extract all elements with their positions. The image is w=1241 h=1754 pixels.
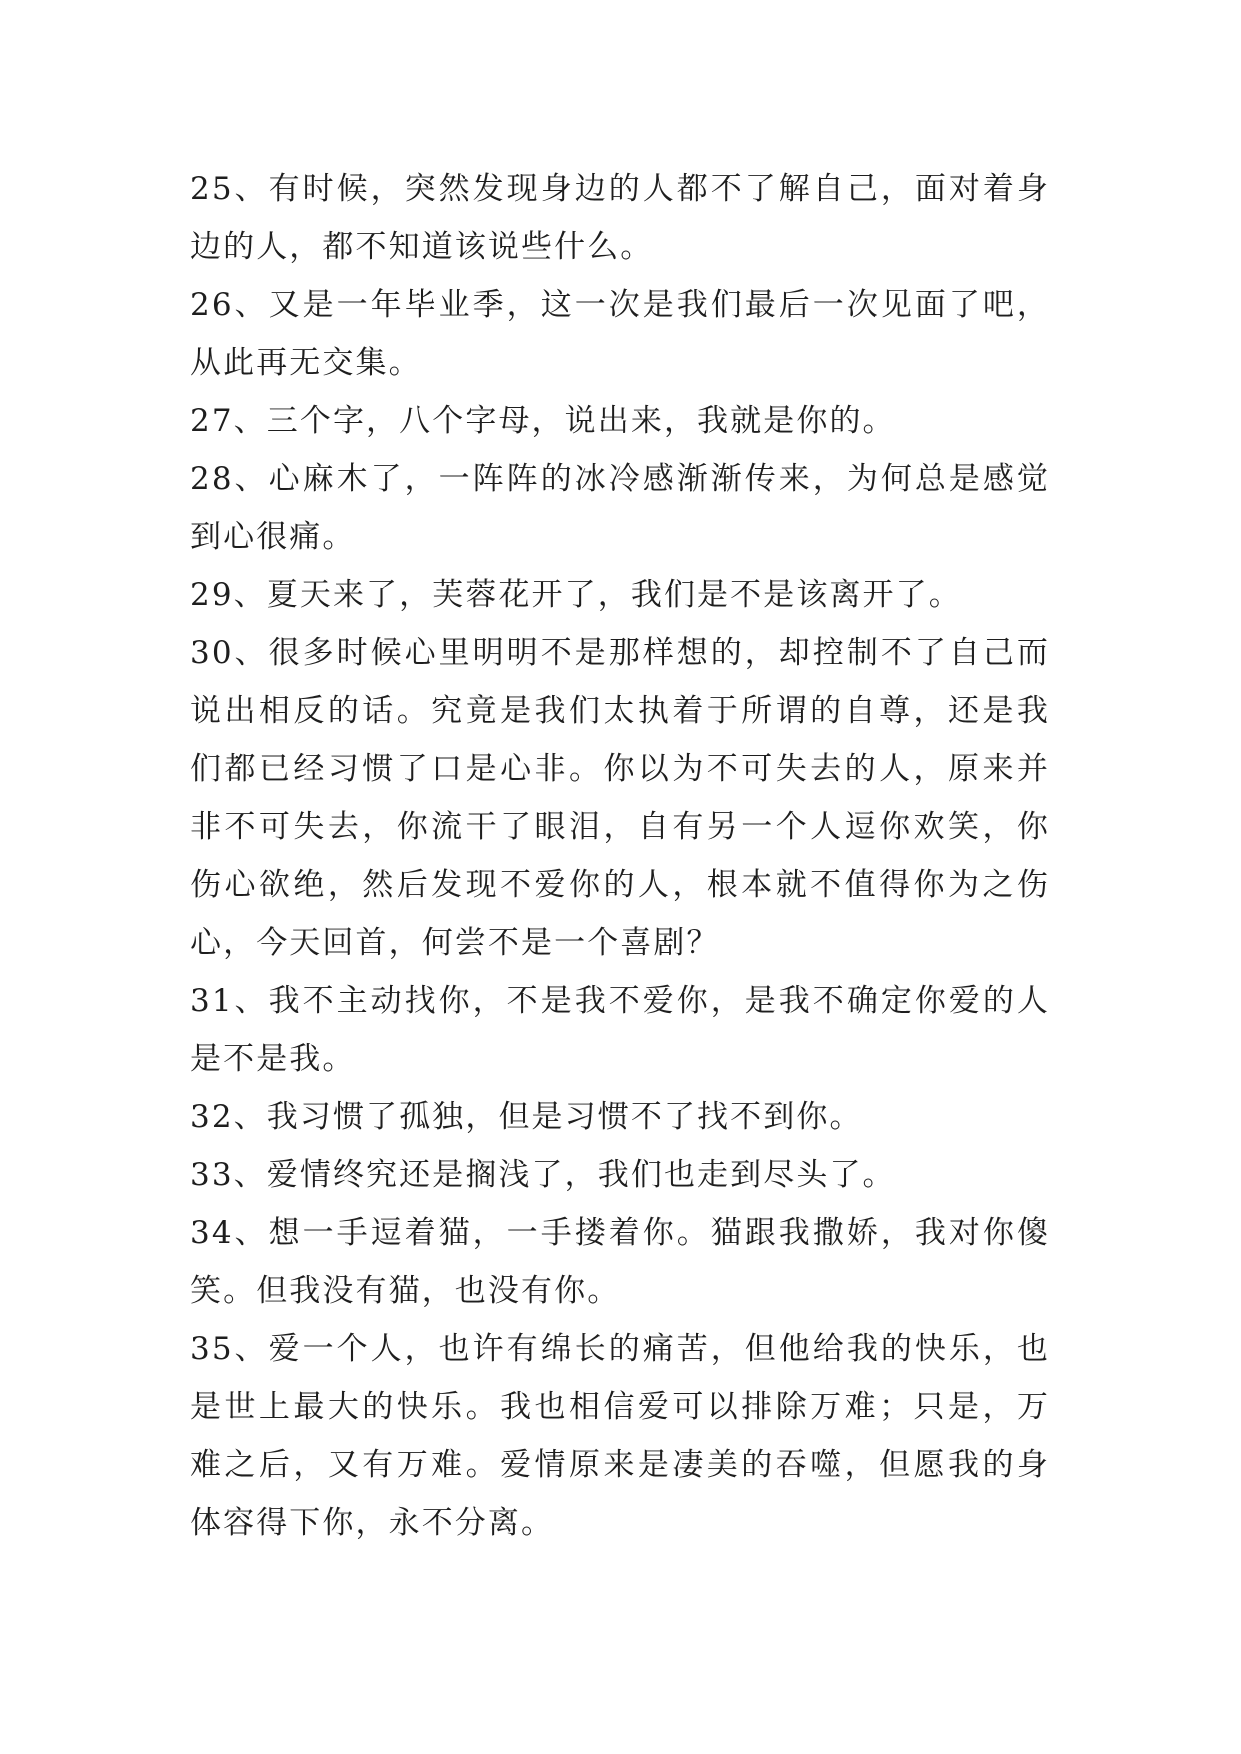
paragraph-33: 33、爱情终究还是搁浅了，我们也走到尽头了。 bbox=[190, 1157, 896, 1193]
paragraph-34: 34、想一手逗着猫，一手搂着你。猫跟我撒娇，我对你傻笑。但我没有猫，也没有你。 bbox=[190, 1215, 1050, 1309]
paragraph-32: 32、我习惯了孤独，但是习惯不了找不到你。 bbox=[190, 1099, 863, 1135]
paragraph-29: 29、夏天来了，芙蓉花开了，我们是不是该离开了。 bbox=[190, 577, 962, 613]
paragraph-28: 28、心麻木了，一阵阵的冰冷感渐渐传来，为何总是感觉到心很痛。 bbox=[190, 461, 1050, 555]
paragraph-25: 25、有时候，突然发现身边的人都不了解自己，面对着身边的人，都不知道该说些什么。 bbox=[190, 171, 1050, 265]
paragraph-35: 35、爱一个人，也许有绵长的痛苦，但他给我的快乐，也是世上最大的快乐。我也相信爱可以排除万难；只是，万难之后，又有万难。爱情原来是凄美的吞噬，但愿我的身体容得下你，永不分离。 bbox=[190, 1331, 1050, 1541]
paragraph-26: 26、又是一年毕业季，这一次是我们最后一次见面了吧，从此再无交集。 bbox=[190, 287, 1050, 381]
paragraph-27: 27、三个字，八个字母，说出来，我就是你的。 bbox=[190, 403, 896, 439]
paragraph-30: 30、很多时候心里明明不是那样想的，却控制不了自己而说出相反的话。究竟是我们太执着于所谓的自尊，还是我们都已经习惯了口是心非。你以为不可失去的人，原来并非不可失去，你流干了眼泪，自有另一个人逗你欢笑，你伤心欲绝，然后发现不爱你的人，根本就不值得你为之伤心，今天回首，何尝不是一个喜剧？ bbox=[190, 635, 1050, 961]
paragraph-31: 31、我不主动找你，不是我不爱你，是我不确定你爱的人是不是我。 bbox=[190, 983, 1050, 1077]
document-body bbox=[190, 160, 1050, 1552]
